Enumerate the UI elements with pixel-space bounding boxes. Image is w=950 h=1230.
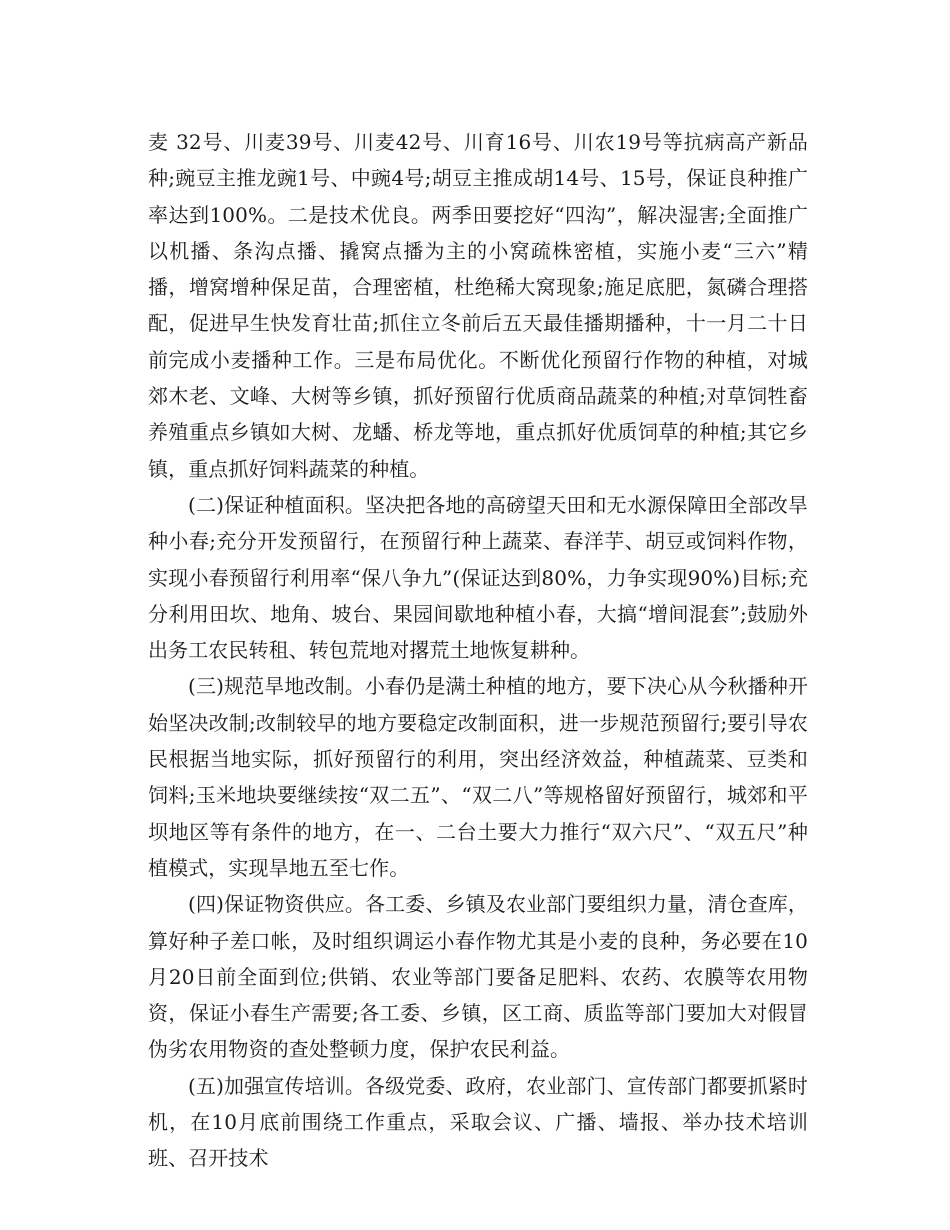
- paragraph-material-supply: (四)保证物资供应。各工委、乡镇及农业部门要组织力量，清仓查库，算好种子差口帐，及时组织调运小春作物尤其是小麦的良种，务必要在10月20日前全面到位;供销、农业等部门要备足肥料、农药、农膜等农用物资，保证小春生产需要;各工委、乡镇，区工商、质监等部门要加大对假冒伪劣农用物资的查处整顿力度，保护农民利益。: [148, 892, 808, 1062]
- paragraph-publicity-training: (五)加强宣传培训。各级党委、政府，农业部门、宣传部门都要抓紧时机，在10月底前围绕工作重点，采取会议、广播、墙报、举办技术培训班、召开技术: [148, 1073, 808, 1171]
- document-page: [148, 124, 808, 1177]
- paragraph-continuation: 麦 32号、川麦39号、川麦42号、川育16号、川农19号等抗病高产新品种;豌豆主推龙豌1号、中豌4号;胡豆主推成胡14号、15号，保证良种推广率达到100%。二是技术优良。两季田要挖好“四沟”，解决湿害;全面推广以机播、条沟点播、撬窝点播为主的小窝疏株密植，实施小麦“三六”精播，增窝增种保足苗，合理密植，杜绝稀大窝现象;施足底肥，氮磷合理搭配，促进早生快发育壮苗;抓住立冬前后五天最佳播期播种，十一月二十日前完成小麦播种工作。三是布局优化。不断优化预留行作物的种植，对城郊木老、文峰、大树等乡镇，抓好预留行优质商品蔬菜的种植;对草饲牲畜养殖重点乡镇如大树、龙蟠、桥龙等地，重点抓好优质饲草的种植;其它乡镇，重点抓好饲料蔬菜的种植。: [148, 130, 808, 481]
- paragraph-planting-area: (二)保证种植面积。坚决把各地的高磅望天田和无水源保障田全部改旱种小春;充分开发预留行，在预留行种上蔬菜、春洋芋、胡豆或饲料作物，实现小春预留行利用率“保八争九”(保证达到80%，力争实现90%)目标;充分利用田坎、地角、坡台、果园间歇地种植小春，大搞“增间混套”;鼓励外出务工农民转租、转包荒地对撂荒土地恢复耕种。: [148, 492, 808, 663]
- paragraph-dryland-reform: (三)规范旱地改制。小春仍是满土种植的地方，要下决心从今秋播种开始坚决改制;改制较早的地方要稳定改制面积，进一步规范预留行;要引导农民根据当地实际，抓好预留行的利用，突出经济效益，种植蔬菜、豆类和饲料;玉米地块要继续按“双二五”、“双二八”等规格留好预留行，城郊和平坝地区等有条件的地方，在一、二台土要大力推行“双六尺”、“双五尺”种植模式，实现旱地五至七作。: [148, 674, 808, 880]
